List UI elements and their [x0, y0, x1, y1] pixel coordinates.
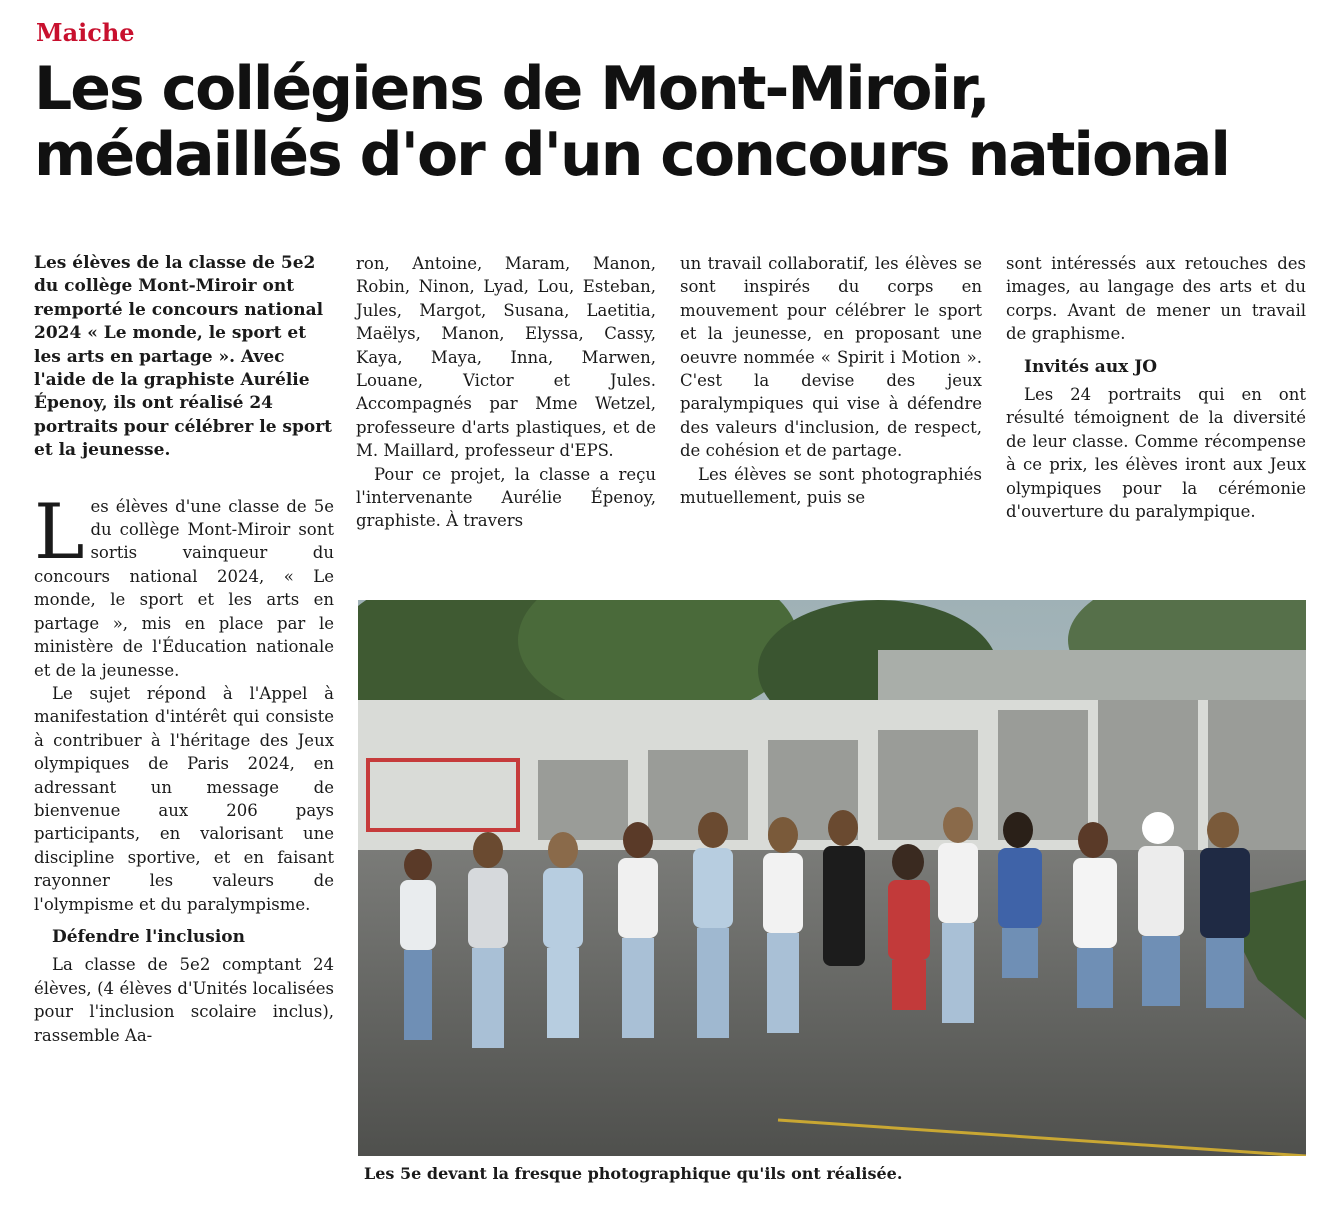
- column-3: [680, 252, 982, 509]
- headline: [34, 56, 1304, 188]
- paragraph-5: Pour ce projet, la classe a reçu l'intervenante Aurélie Épenoy, graphiste. À travers: [356, 464, 656, 531]
- paragraph-4: ron, Antoine, Maram, Manon, Robin, Ninon, Lyad, Lou, Esteban, Jules, Margot, Susana, Laetitia, Maëlys, Manon, Elyssa, Cassy, Kaya, Maya, Inna, Marwen, Louane, Victor et Jules. Accompagnés par Mme Wetzel, professeure d'arts plastiques, et de M. Maillard, professeur d'EPS.: [356, 254, 656, 461]
- paragraph-7: Les élèves se sont photographiés mutuellement, puis se: [680, 464, 982, 508]
- photo-illustration: [358, 600, 1306, 1156]
- column-1: [34, 252, 334, 1047]
- headline-line-2: médaillés d'or d'un concours national: [34, 120, 1229, 190]
- paragraph-2: Le sujet répond à l'Appel à manifestation d'intérêt qui consiste à contribuer à l'héritage des Jeux olympiques de Paris 2024, en adressant un message de bienvenue aux 206 pays participants, en valorisant une discipline sportive, et en faisant rayonner les valeurs de l'olympisme et du paralympisme.: [34, 683, 334, 914]
- headline-line-1: Les collégiens de Mont-Miroir,: [34, 54, 989, 124]
- column-4: [1006, 252, 1306, 523]
- chapo: Les élèves de la classe de 5e2 du collège Mont-Miroir ont remporté le concours national 2024 « Le monde, le sport et les arts en partage ». Avec l'aide de la graphiste Aurélie Épenoy, ils ont réalisé 24 portraits pour célébrer le sport et la jeunesse.: [34, 253, 333, 461]
- paragraph-6: un travail collaboratif, les élèves se sont inspirés du corps en mouvement pour célébrer le sport et la jeunesse, en proposant une oeuvre nommée « Spirit i Motion ». C'est la devise des jeux paralympiques qui vise à défendre des valeurs d'inclusion, de respect, de cohésion et de partage.: [680, 254, 982, 461]
- photo-caption: Les 5e devant la fresque photographique qu'ils ont réalisée.: [364, 1164, 903, 1183]
- subhead-inclusion: Défendre l'inclusion: [52, 926, 246, 947]
- group-photo: [358, 600, 1306, 1156]
- paragraph-8: sont intéressés aux retouches des images, au langage des arts et du corps. Avant de mener un travail de graphisme.: [1006, 254, 1306, 344]
- paragraph-3: La classe de 5e2 comptant 24 élèves, (4 élèves d'Unités localisées pour l'inclusion scolaire inclus), rassemble Aa-: [34, 955, 334, 1045]
- subhead-jo: Invités aux JO: [1024, 356, 1158, 377]
- lead-paragraph: [34, 486, 334, 682]
- dropcap: L: [34, 486, 85, 576]
- lead-text: es élèves d'une classe de 5e du collège Mont-Miroir sont sortis vainqueur du concours national 2024, « Le monde, le sport et les arts en partage », mis en place par le ministère de l'Éducation nationale et de la jeunesse.: [34, 496, 334, 680]
- paragraph-9: Les 24 portraits qui en ont résulté témoignent de la diversité de leur classe. Comme récompense à ce prix, les élèves iront aux Jeux olympiques pour la cérémonie d'ouverture du paralympique.: [1006, 385, 1306, 522]
- column-2: [356, 252, 656, 533]
- rubric: Maiche: [36, 18, 135, 47]
